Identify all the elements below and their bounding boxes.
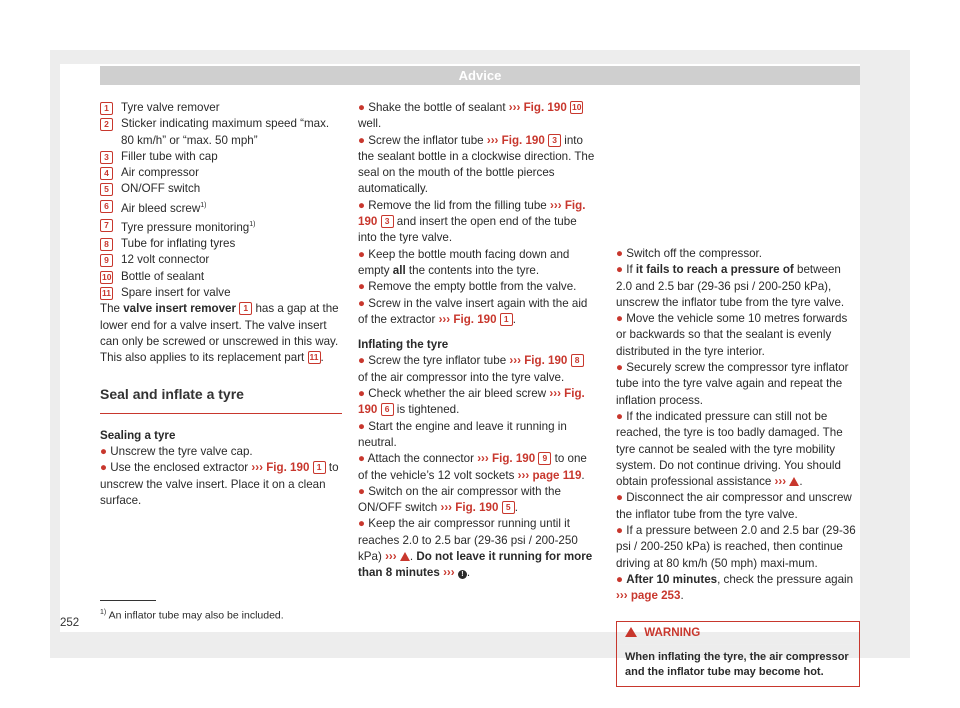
bullet-icon: ● <box>358 484 366 498</box>
list-item: ● Remove the empty bottle from the valve. <box>358 280 577 294</box>
bullet-icon: ● <box>358 247 366 261</box>
bullet-icon: ● <box>358 280 366 294</box>
footnote-text: An inflator tube may also be included. <box>108 609 284 622</box>
list-item: ● Move the vehicle some 10 metres forwards or backwards so that the sealant is evenly distributed in the tyre interior. <box>616 312 848 358</box>
legend-text: Sticker indicating maximum speed “max. 80 km/h” or “max. 50 mph” <box>121 117 330 147</box>
bullet-icon: ● <box>358 452 366 466</box>
legend-number: 7 <box>100 219 113 232</box>
section-title: Seal and inflate a tyre <box>100 386 342 413</box>
legend-text: Air compressor <box>121 166 199 180</box>
figure-ref-badge: 3 <box>381 215 394 228</box>
figure-link[interactable]: ››› Fig. 190 <box>509 354 568 368</box>
warning-header <box>617 622 859 645</box>
figure-ref-badge: 1 <box>239 302 252 315</box>
figure-link[interactable]: ››› Fig. 190 <box>508 101 567 114</box>
legend-number: 2 <box>100 118 113 131</box>
bullet-icon: ● <box>358 354 366 368</box>
legend-text: Tube for inflating tyres <box>121 237 236 251</box>
figure-link[interactable]: ››› Fig. 190 <box>358 198 586 229</box>
legend-item <box>100 149 342 165</box>
bullet-icon: ● <box>100 461 108 475</box>
bullet-icon: ● <box>358 419 366 433</box>
list-item: ● If the indicated pressure can still not be reached, the tyre is too badly damaged. The tyre cannot be sealed with the tyre mobility system. Do not continue driving. You should obtain professional assistance ››› . <box>616 409 843 489</box>
bullet-icon: ● <box>358 133 366 147</box>
list-item: ● If it fails to reach a pressure of between 2.0 and 2.5 bar (29-36 psi / 200-250 kPa), unscrew the inflator tube from the tyre valve. <box>616 263 845 309</box>
bullet-icon: ● <box>616 361 624 375</box>
list-item: ● Switch off the compressor. <box>616 247 763 260</box>
legend-text: Filler tube with cap <box>121 149 218 163</box>
figure-ref-badge: 5 <box>502 501 515 514</box>
legend-item <box>100 285 342 301</box>
figure-ref-badge: 6 <box>381 403 394 416</box>
column-3 <box>616 246 860 687</box>
legend-number: 5 <box>100 183 113 196</box>
legend-item <box>100 269 342 285</box>
figure-link[interactable]: ››› Fig. 190 <box>477 452 536 466</box>
figure-ref-badge: 9 <box>538 452 551 465</box>
legend-text: Tyre pressure monitoring <box>121 220 250 234</box>
warning-title: WARNING <box>644 625 701 639</box>
figure-link[interactable]: ››› Fig. 190 <box>358 387 585 417</box>
footnote-divider <box>100 600 156 601</box>
bullet-icon: ● <box>616 263 624 277</box>
figure-ref-badge: 3 <box>548 134 561 147</box>
arrow-link[interactable]: ››› <box>774 475 787 489</box>
bullet-icon: ● <box>358 387 366 401</box>
list-item: ● Keep the bottle mouth facing down and empty all the contents into the tyre. <box>358 247 570 277</box>
legend-list <box>100 100 342 301</box>
legend-number: 4 <box>100 167 113 180</box>
legend-text: 12 volt connector <box>121 253 210 267</box>
legend-text: Air bleed screw <box>121 201 201 215</box>
legend-item <box>100 116 342 149</box>
bullet-icon: ● <box>616 572 624 586</box>
list-item: ● Start the engine and leave it running in neutral. <box>358 419 567 449</box>
list-item: ● Check whether the air bleed screw ››› Fig. 190 6 is tightened. <box>358 387 585 417</box>
legend-item <box>100 217 342 236</box>
footnote <box>100 609 284 622</box>
bullet-icon: ● <box>616 312 624 326</box>
legend-number: 3 <box>100 151 113 164</box>
inflating-subheading: Inflating the tyre <box>358 338 449 352</box>
legend-number: 1 <box>100 102 113 115</box>
list-item: ● Switch on the air compressor with the ON/OFF switch ››› Fig. 190 5 . <box>358 484 561 515</box>
footnote-ref: 1) <box>249 220 256 228</box>
legend-item <box>100 181 342 197</box>
warning-icon <box>789 477 799 486</box>
bullet-icon: ● <box>616 247 624 260</box>
list-item: ● Shake the bottle of sealant ››› Fig. 190 10 well. <box>358 101 582 131</box>
page-link[interactable]: ››› page 253 <box>616 589 681 603</box>
legend-item <box>100 100 342 116</box>
bullet-icon: ● <box>100 445 108 459</box>
list-item: ● Use the enclosed extractor ››› Fig. 190 1 to unscrew the valve insert. Place it on a clean surface. <box>100 461 339 507</box>
legend-number: 6 <box>100 200 113 213</box>
list-item: ● Screw in the valve insert again with the aid of the extractor ››› Fig. 190 1 . <box>358 296 588 326</box>
bullet-icon: ● <box>358 296 366 310</box>
footnote-ref: 1) <box>200 201 207 209</box>
list-item: ● Unscrew the tyre valve cap. <box>100 445 253 459</box>
list-item: ● Attach the connector ››› Fig. 190 9 to one of the vehicle’s 12 volt sockets ››› page 119. <box>358 452 587 482</box>
bullet-icon: ● <box>616 491 624 505</box>
list-item: ● Remove the lid from the filling tube ››› Fig. 190 3 and insert the open end of the tube into the tyre valve. <box>358 198 586 245</box>
list-item: ● Securely screw the compressor tyre inflator tube into the tyre valve again and repeat the inflation process. <box>616 361 849 407</box>
sealing-subheading: Sealing a tyre <box>100 428 176 442</box>
column-2 <box>358 100 596 582</box>
legend-item <box>100 165 342 181</box>
figure-ref-badge: 1 <box>500 313 513 326</box>
legend-text: ON/OFF switch <box>121 182 201 196</box>
legend-number: 11 <box>102 287 111 298</box>
figure-ref-badge: 8 <box>571 354 584 367</box>
list-item: ● Disconnect the air compressor and unscrew the inflator tube from the tyre valve. <box>616 491 852 521</box>
legend-number: 8 <box>100 238 113 251</box>
warning-box <box>616 621 860 687</box>
list-item: ● Keep the air compressor running until it reaches 2.0 to 2.5 bar (29-36 psi / 200-250 kPa) ››› . Do not leave it running for more than 8 minutes ››› ! . <box>358 517 593 580</box>
figure-link[interactable]: ››› Fig. 190 <box>438 312 497 326</box>
column-1 <box>100 100 342 509</box>
bullet-icon: ● <box>358 517 366 531</box>
figure-ref-badge: 1 <box>313 461 326 474</box>
bullet-icon: ● <box>358 198 366 212</box>
section-header: Advice <box>100 66 860 85</box>
legend-item <box>100 252 342 268</box>
figure-link[interactable]: ››› Fig. 190 <box>251 461 310 475</box>
list-item: ● If a pressure between 2.0 and 2.5 bar (29-36 psi / 200-250 kPa) is reached, then continue driving at 80 km/h (50 mph) maxi-mum. <box>616 524 856 570</box>
warning-text: When inflating the tyre, the air compressor and the inflator tube may become hot. <box>625 650 849 678</box>
figure-ref-badge: 10 <box>572 102 582 112</box>
note-icon: ! <box>458 570 467 579</box>
warning-icon <box>625 627 637 637</box>
bullet-icon: ● <box>358 101 366 114</box>
list-item: ● Screw the inflator tube ››› Fig. 190 3 into the sealant bottle in a clockwise direction. The seal on the mouth of the bottle pierces automatically. <box>358 133 595 196</box>
arrow-link[interactable]: ››› <box>443 566 455 580</box>
page-number: 252 <box>60 617 80 629</box>
legend-number: 9 <box>100 254 113 267</box>
legend-number: 10 <box>102 271 112 282</box>
legend-text: Tyre valve remover <box>121 101 220 114</box>
list-item: ● After 10 minutes, check the pressure again ››› page 253. <box>616 572 854 603</box>
valve-insert-paragraph: The valve insert remover 1 has a gap at the lower end for a valve insert. The valve insert can only be screwed or unscrewed in this way. This also applies to its replacement part 11 . <box>100 302 339 365</box>
bullet-icon: ● <box>616 524 624 538</box>
warning-icon <box>400 552 410 561</box>
figure-link[interactable]: ››› Fig. 190 <box>440 501 499 515</box>
figure-ref-badge: 11 <box>309 352 319 363</box>
bullet-icon: ● <box>616 409 624 423</box>
figure-link[interactable]: ››› Fig. 190 <box>486 133 545 147</box>
page-link[interactable]: ››› page 119 <box>517 468 582 482</box>
footnote-mark: 1) <box>100 609 107 616</box>
list-item: ● Screw the tyre inflator tube ››› Fig. 190 8 of the air compressor into the tyre valve. <box>358 353 596 386</box>
legend-item <box>100 236 342 252</box>
legend-item <box>100 198 342 217</box>
legend-text: Spare insert for valve <box>121 285 231 299</box>
arrow-link[interactable]: ››› <box>385 550 397 564</box>
legend-text: Bottle of sealant <box>121 269 205 283</box>
